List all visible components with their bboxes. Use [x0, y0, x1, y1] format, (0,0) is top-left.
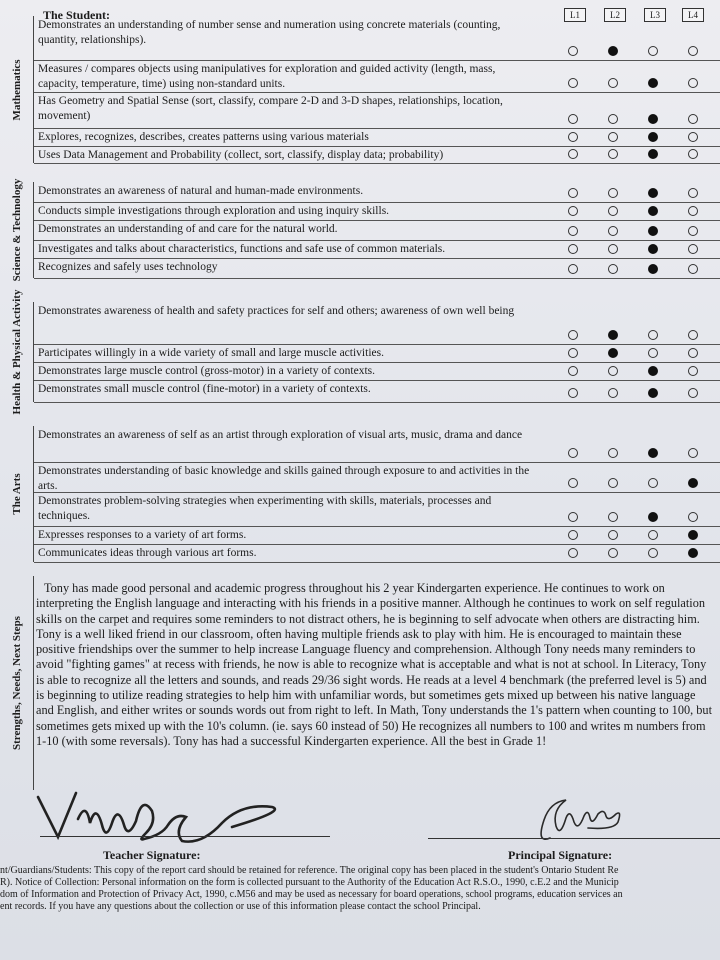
teacher-comments: Tony has made good personal and academic progress throughout his 2 year Kindergarten experience. He continues to work on interpreting the English language and interacting with his friends in a positive manner. Although he continues to work on self regulation skills on the carpet and requires some reminders to not distract others, he is beginning to self advocate when others are distracting him. Tony is a well liked friend in our classroom, often having multiple friends ask to play with him. He is encouraged to maintain these positive friendships over the summer to help increase Language fluency and comprehension. Although Tony needs many reminders to avoid "fighting games" at recess with friends, he now is able to recognize what is acceptable and what is not at school. In Literacy, Tony is able to recognize all the letters and sounds, and reads 29/36 sight words. He reads at a level 4 benchmark (the preferred level is 5) and is beginning to utilize reading strategies to help him with unfamiliar words, but sometimes gets mixed up between his native language and English, and either writes or sounds words out from right to left. In Math, Tony understands the 1's pattern when counting to 100, but sometimes gets mixed up with the 10's column. (ie. says 60 instead of 50) He recognizes all numbers to 100 and writes m numbers from 1-10 (with some reversals). Tony has had a successful Kindergarten experience. All the best in Grade 1! [36, 581, 712, 748]
expectation-text: Demonstrates small muscle control (fine-motor) in a variety of contexts. [38, 383, 371, 395]
level-4-bubble [688, 206, 698, 216]
footer-line: dom of Information and Protection of Privacy Act, 1990, c.M56 and may be used as necessary for board operations, school programs, education services an [0, 889, 623, 900]
level-2-bubble [608, 478, 618, 488]
expectation-text: Demonstrates an awareness of natural and human-made environments. [38, 185, 364, 197]
level-3-bubble [648, 348, 658, 358]
footer-line: nt/Guardians/Students: This copy of the report card should be retained for reference. The original copy has been placed in the student's Ontario Student Re [0, 865, 619, 876]
level-4-bubble [688, 512, 698, 522]
assessment-row [34, 128, 720, 147]
privacy-footer [0, 865, 720, 913]
section-1 [0, 178, 720, 282]
level-1-bubble [568, 478, 578, 488]
level-2-bubble [608, 366, 618, 376]
assessment-row [34, 16, 720, 61]
expectation-text: Demonstrates an understanding of and care for the natural world. [38, 223, 338, 235]
expectation-text: Demonstrates understanding of basic knowledge and skills gained through exposure to and activities in the arts. [38, 465, 530, 492]
expectation-text: Demonstrates large muscle control (gross-motor) in a variety of contexts. [38, 365, 376, 377]
section-3 [0, 426, 720, 562]
level-4-bubble [688, 244, 698, 254]
assessment-row [34, 380, 720, 403]
expectation-text: Demonstrates an awareness of self as an artist through exploration of visual arts, music, drama and dance [38, 429, 523, 441]
level-3-bubble [648, 132, 658, 142]
assessment-row [34, 182, 720, 203]
level-4-bubble [688, 132, 698, 142]
level-2-bubble [608, 244, 618, 254]
level-3-bubble [648, 46, 658, 56]
level-4-bubble [688, 188, 698, 198]
level-1-bubble [568, 388, 578, 398]
level-1-bubble [568, 78, 578, 88]
assessment-row [34, 526, 720, 545]
level-3-bubble [648, 226, 658, 236]
level-1-bubble [568, 46, 578, 56]
section-label: Science & Technology [11, 178, 23, 282]
level-2-bubble [608, 330, 618, 340]
comments-divider [33, 576, 34, 790]
assessment-row [34, 92, 720, 129]
assessment-row [34, 362, 720, 381]
comments-section [0, 576, 720, 790]
level-2-bubble [608, 46, 618, 56]
level-4-bubble [688, 78, 698, 88]
level-2-bubble [608, 114, 618, 124]
student-heading: The Student: [43, 8, 111, 22]
level-1-bubble [568, 548, 578, 558]
level-2-bubble [608, 530, 618, 540]
section-label: Health & Physical Activity [11, 289, 23, 415]
level-1-bubble [568, 366, 578, 376]
assessment-row [34, 302, 720, 345]
level-4-bubble [688, 330, 698, 340]
level-1-bubble [568, 132, 578, 142]
level-4-bubble [688, 264, 698, 274]
footer-line: R). Notice of Collection: Personal information on the form is collected pursuant to the Authority of the Education Act R.S.O., 1990, c.E.2 and the Municip [0, 877, 619, 888]
level-4-bubble [688, 226, 698, 236]
assessment-row [34, 544, 720, 563]
expectation-text: Has Geometry and Spatial Sense (sort, classify, compare 2-D and 3-D shapes, relationships, location, movement) [38, 95, 503, 122]
level-1-bubble [568, 512, 578, 522]
level-1-bubble [568, 264, 578, 274]
level-2-bubble [608, 132, 618, 142]
level-4-bubble [688, 548, 698, 558]
level-heading-2: L2 [604, 8, 626, 22]
section-2 [0, 289, 720, 415]
teacher-signature-line [40, 836, 330, 837]
level-3-bubble [648, 448, 658, 458]
level-3-bubble [648, 149, 658, 159]
assessment-row [34, 202, 720, 221]
section-label: The Arts [11, 473, 23, 515]
level-2-bubble [608, 548, 618, 558]
expectation-text: Demonstrates an understanding of number sense and numeration using concrete materials (counting, quantity, relationships). [38, 19, 501, 46]
level-4-bubble [688, 46, 698, 56]
level-2-bubble [608, 348, 618, 358]
principal-signature-label: Principal Signature: [508, 848, 613, 862]
level-1-bubble [568, 149, 578, 159]
principal-signature-line [428, 838, 720, 839]
level-3-bubble [648, 548, 658, 558]
level-4-bubble [688, 478, 698, 488]
level-3-bubble [648, 206, 658, 216]
expectation-text: Explores, recognizes, describes, creates patterns using various materials [38, 131, 369, 143]
level-1-bubble [568, 188, 578, 198]
expectation-text: Investigates and talks about characteristics, functions and safe use of common materials. [38, 243, 446, 255]
level-2-bubble [608, 78, 618, 88]
assessment-row [34, 258, 720, 279]
expectation-text: Recognizes and safely uses technology [38, 261, 218, 273]
level-4-bubble [688, 530, 698, 540]
level-1-bubble [568, 448, 578, 458]
assessment-row [34, 240, 720, 259]
level-1-bubble [568, 530, 578, 540]
level-4-bubble [688, 366, 698, 376]
level-2-bubble [608, 226, 618, 236]
level-2-bubble [608, 512, 618, 522]
assessment-row [34, 492, 720, 527]
level-4-bubble [688, 448, 698, 458]
expectation-text: Communicates ideas through various art forms. [38, 547, 257, 559]
assessment-row [34, 146, 720, 164]
expectation-text: Expresses responses to a variety of art forms. [38, 529, 247, 541]
level-3-bubble [648, 366, 658, 376]
level-2-bubble [608, 264, 618, 274]
level-1-bubble [568, 330, 578, 340]
level-3-bubble [648, 530, 658, 540]
level-1-bubble [568, 226, 578, 236]
level-2-bubble [608, 388, 618, 398]
section-label: Mathematics [11, 58, 23, 121]
expectation-text: Conducts simple investigations through exploration and using inquiry skills. [38, 205, 390, 217]
assessment-row [34, 462, 720, 493]
assessment-row [34, 344, 720, 363]
level-heading-3: L3 [644, 8, 666, 22]
level-4-bubble [688, 149, 698, 159]
assessment-row [34, 220, 720, 241]
expectation-text: Demonstrates problem-solving strategies when experimenting with skills, materials, processes and techniques. [38, 495, 492, 522]
level-1-bubble [568, 348, 578, 358]
expectation-text: Demonstrates awareness of health and safety practices for self and others; awareness of own well being [38, 305, 515, 317]
level-heading-1: L1 [564, 8, 586, 22]
assessment-row [34, 426, 720, 463]
level-2-bubble [608, 149, 618, 159]
section-0 [0, 16, 720, 163]
teacher-signature-label: Teacher Signature: [103, 848, 201, 862]
level-2-bubble [608, 448, 618, 458]
level-4-bubble [688, 388, 698, 398]
level-4-bubble [688, 114, 698, 124]
expectation-text: Measures / compares objects using manipulatives for exploration and guided activity (length, mass, capacity, temperature, time) using non-standard units. [38, 63, 496, 90]
level-2-bubble [608, 188, 618, 198]
level-1-bubble [568, 244, 578, 254]
level-3-bubble [648, 244, 658, 254]
level-3-bubble [648, 188, 658, 198]
level-3-bubble [648, 78, 658, 88]
footer-line: ent records. If you have any questions about the collection or use of this information please contact the school Principal. [0, 901, 481, 912]
level-3-bubble [648, 388, 658, 398]
level-4-bubble [688, 348, 698, 358]
level-2-bubble [608, 206, 618, 216]
level-heading-4: L4 [682, 8, 704, 22]
comments-section-label: Strengths, Needs, Next Steps [11, 616, 23, 750]
level-1-bubble [568, 114, 578, 124]
principal-signature-mark [510, 798, 660, 848]
level-3-bubble [648, 512, 658, 522]
level-3-bubble [648, 478, 658, 488]
level-3-bubble [648, 330, 658, 340]
level-1-bubble [568, 206, 578, 216]
expectation-text: Uses Data Management and Probability (collect, sort, classify, display data; probability) [38, 149, 444, 161]
level-3-bubble [648, 264, 658, 274]
level-3-bubble [648, 114, 658, 124]
assessment-row [34, 60, 720, 93]
expectation-text: Participates willingly in a wide variety of small and large muscle activities. [38, 347, 384, 359]
